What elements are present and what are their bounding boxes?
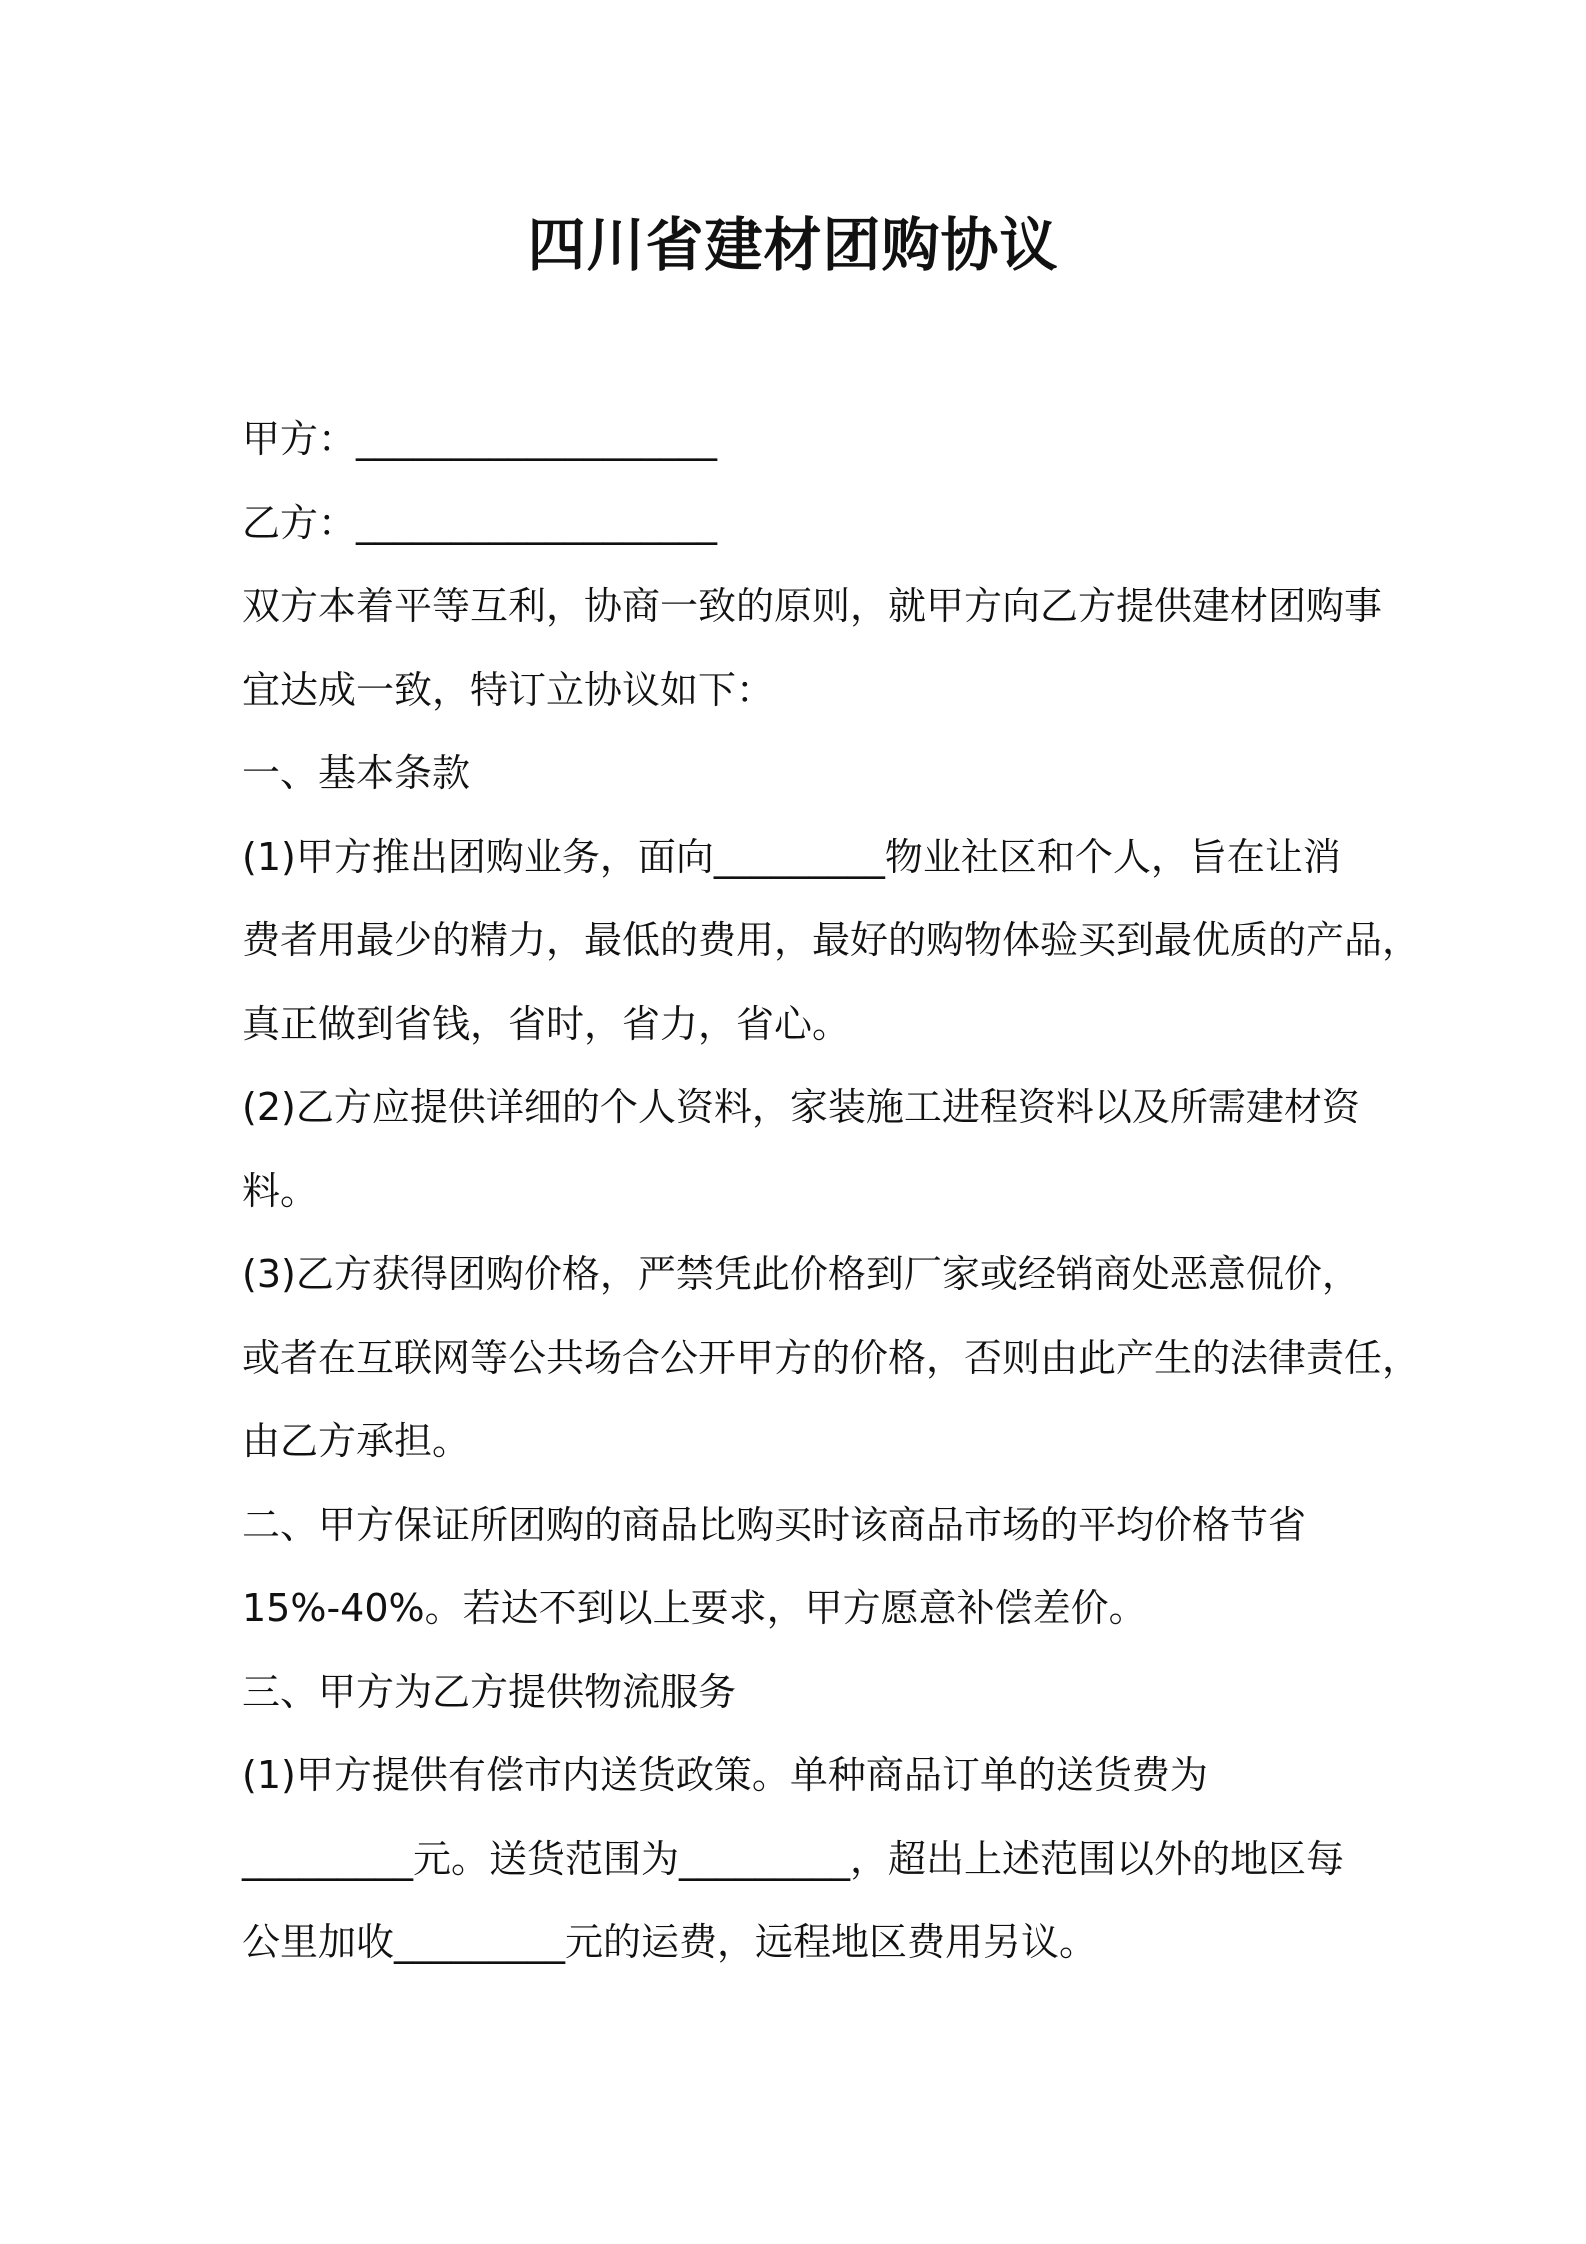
party-b-line: 乙方：___________________ [242,500,718,545]
party-a-line: 甲方：___________________ [242,417,718,461]
clause-3-1-line-2: _________元。送货范围为_________，超出上述范围以外的地区每 [242,1836,1345,1881]
clause-3-1-line-1: (1)甲方提供有偿市内送货政策。单种商品订单的送货费为 [242,1753,1208,1797]
document-body [242,398,1421,1985]
clause-1-1-line-1: (1)甲方推出团购业务，面向_________物业社区和个人，旨在让消 [242,834,1341,879]
section-1-heading: 一、基本条款 [242,751,471,795]
clause-1-2-line-2: 料。 [242,1168,319,1213]
preamble-line-1: 双方本着平等互利，协商一致的原则，就甲方向乙方提供建材团购事 [242,584,1383,628]
section-2-line-1: 二、甲方保证所团购的商品比购买时该商品市场的平均价格节省 [242,1502,1307,1547]
section-2-line-2: 15%-40%。若达不到以上要求，甲方愿意补偿差价。 [242,1586,1147,1630]
clause-1-2-line-1: (2)乙方应提供详细的个人资料，家装施工进程资料以及所需建材资 [242,1085,1360,1129]
clause-1-1-line-2: 费者用最少的精力，最低的费用，最好的购物体验买到最优质的产品， [242,918,1421,962]
clause-1-3-line-2: 或者在互联网等公共场合公开甲方的价格，否则由此产生的法律责任， [242,1335,1421,1380]
clause-1-1-line-3: 真正做到省钱，省时，省力，省心。 [242,1001,851,1046]
clause-1-3-line-3: 由乙方承担。 [242,1419,471,1463]
preamble-line-2: 宜达成一致，特订立协议如下： [242,667,775,712]
clause-1-3-line-1: (3)乙方获得团购价格，严禁凭此价格到厂家或经销商处恶意侃价， [242,1252,1360,1296]
clause-3-1-line-3: 公里加收_________元的运费，远程地区费用另议。 [242,1920,1098,1964]
section-3-heading: 三、甲方为乙方提供物流服务 [242,1669,737,1714]
document-title: 四川省建材团购协议 [527,211,1059,279]
